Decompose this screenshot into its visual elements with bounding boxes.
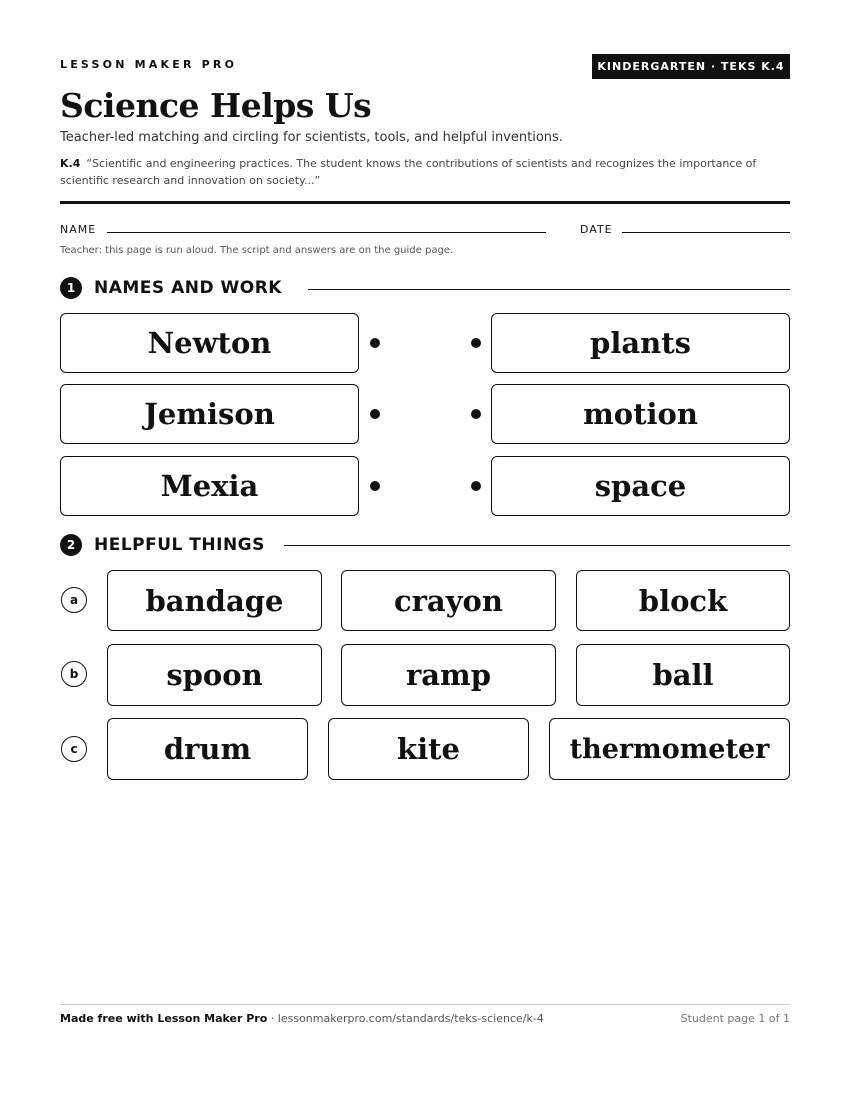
item-card[interactable]: drum: [107, 718, 308, 780]
match-dot-right[interactable]: [471, 409, 481, 419]
brand-name: LESSON MAKER PRO: [60, 58, 238, 71]
scientist-card[interactable]: Jemison: [60, 384, 359, 444]
section-number-badge: 1: [60, 277, 82, 299]
item-card[interactable]: ramp: [341, 644, 556, 706]
grade-badge: KINDERGARTEN · TEKS K.4: [592, 54, 790, 79]
item-card[interactable]: thermometer: [549, 718, 790, 780]
date-label: DATE: [580, 223, 613, 236]
scientist-card[interactable]: Newton: [60, 313, 359, 373]
item-card[interactable]: bandage: [107, 570, 322, 631]
item-card[interactable]: spoon: [107, 644, 322, 706]
match-dot-right[interactable]: [471, 338, 481, 348]
topic-card[interactable]: space: [491, 456, 790, 516]
header-divider: [60, 201, 790, 204]
date-field[interactable]: [622, 232, 790, 233]
standard-code: K.4: [60, 157, 81, 170]
page-title: Science Helps Us: [60, 86, 372, 125]
footer-credit: [60, 1012, 544, 1025]
topic-card[interactable]: plants: [491, 313, 790, 373]
footer-page-info: Student page 1 of 1: [680, 1012, 790, 1025]
teacher-note: Teacher: this page is run aloud. The script and answers are on the guide page.: [60, 245, 454, 256]
row-letter-badge: c: [61, 736, 87, 762]
footer-url[interactable]: lessonmakerpro.com/standards/teks-science/k-4: [277, 1012, 544, 1025]
item-card[interactable]: crayon: [341, 570, 556, 631]
footer-divider: [60, 1004, 790, 1005]
name-field[interactable]: [107, 232, 546, 233]
section-1-heading: [60, 277, 282, 299]
name-label: NAME: [60, 223, 97, 236]
section-2-heading: [60, 534, 265, 556]
match-dot-left[interactable]: [370, 338, 380, 348]
topic-card[interactable]: motion: [491, 384, 790, 444]
row-letter-badge: a: [61, 587, 87, 613]
standard-text-block: [60, 155, 795, 189]
match-dot-right[interactable]: [471, 481, 481, 491]
item-card[interactable]: block: [576, 570, 790, 631]
row-letter-badge: b: [61, 661, 87, 687]
match-dot-left[interactable]: [370, 409, 380, 419]
item-card[interactable]: kite: [328, 718, 529, 780]
match-dot-left[interactable]: [370, 481, 380, 491]
section-divider: [308, 289, 790, 290]
footer-separator: ·: [267, 1012, 278, 1025]
page-subtitle: Teacher-led matching and circling for scientists, tools, and helpful inventions.: [60, 130, 563, 145]
item-card[interactable]: ball: [576, 644, 790, 706]
section-number-badge: 2: [60, 534, 82, 556]
scientist-card[interactable]: Mexia: [60, 456, 359, 516]
footer-made-with: Made free with Lesson Maker Pro: [60, 1012, 268, 1025]
standard-quote: “Scientific and engineering practices. The student knows the contributions of scientists and recognizes the importance of scientific research and innovation on society...”: [60, 157, 757, 187]
section-title: HELPFUL THINGS: [94, 535, 265, 555]
section-title: NAMES AND WORK: [94, 278, 282, 298]
section-divider: [284, 545, 790, 546]
